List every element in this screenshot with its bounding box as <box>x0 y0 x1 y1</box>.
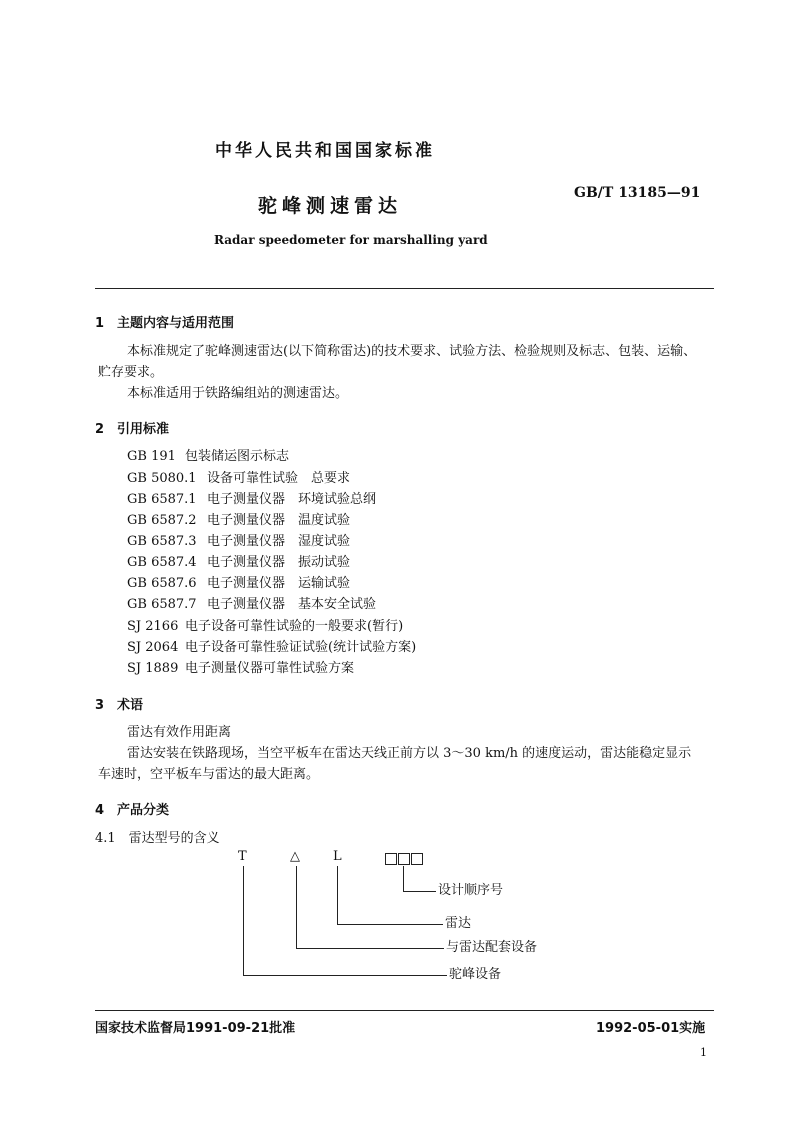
ref-code: GB 191 <box>127 449 176 464</box>
label-design-sequence: 设计顺序号 <box>438 883 504 898</box>
term-definition-line1: 雷达安装在铁路现场，当空平板车在雷达天线正前方以 3～30 km/h 的速度运动，雷达能稳定显示 <box>127 746 692 761</box>
ref-title: 电子测量仪器 温度试验 <box>207 513 351 528</box>
connector-horizontal-radar <box>337 924 443 925</box>
org-title: 中华人民共和国国家标准 <box>215 141 435 161</box>
doc-title-english: Radar speedometer for marshalling yard <box>214 233 488 247</box>
triangle-icon: △ <box>290 849 300 864</box>
connector-vertical-hump <box>243 866 244 976</box>
ref-title: 电子测量仪器 振动试验 <box>207 555 351 570</box>
ref-code: GB 5080.1 <box>127 471 197 486</box>
connector-vertical-radar <box>337 866 338 925</box>
label-radar: 雷达 <box>445 916 472 931</box>
ref-title: 电子设备可靠性试验的一般要求(暂行) <box>185 619 404 634</box>
ref-title: 电子设备可靠性验证试验(统计试验方案) <box>185 640 417 655</box>
connector-vertical-design <box>403 866 404 892</box>
symbol-t: T <box>238 849 247 864</box>
ref-code: SJ 2064 <box>127 640 179 655</box>
ref-title: 设备可靠性试验 总要求 <box>207 471 351 486</box>
connector-horizontal-supporting <box>296 948 444 949</box>
ref-title: 电子测量仪器 湿度试验 <box>207 534 351 549</box>
ref-code: GB 6587.4 <box>127 555 197 570</box>
ref-code: GB 6587.2 <box>127 513 197 528</box>
square-box-icon <box>385 853 397 865</box>
label-supporting-equipment: 与雷达配套设备 <box>446 940 538 955</box>
symbol-l: L <box>333 849 342 864</box>
connector-horizontal-hump <box>243 975 447 976</box>
label-hump-equipment: 驼峰设备 <box>449 967 502 982</box>
footer-rule <box>95 1010 714 1011</box>
square-box-icon <box>398 853 410 865</box>
approval-line: 国家技术监督局1991-09-21批准 <box>95 1021 296 1036</box>
ref-code: GB 6587.1 <box>127 492 197 507</box>
ref-title: 电子测量仪器可靠性试验方案 <box>185 661 355 676</box>
ref-code: GB 6587.3 <box>127 534 197 549</box>
square-box-icon <box>411 853 423 865</box>
ref-code: GB 6587.6 <box>127 576 197 591</box>
effective-date: 1992-05-01实施 <box>596 1021 706 1036</box>
section-1-heading: 1 主题内容与适用范围 <box>95 316 235 331</box>
section-4-heading: 4 产品分类 <box>95 803 170 818</box>
section-3-heading: 3 术语 <box>95 698 144 713</box>
doc-title: 驼峰测速雷达 <box>258 195 403 217</box>
ref-code: SJ 1889 <box>127 661 179 676</box>
subsection-4-1-heading: 4.1 雷达型号的含义 <box>95 831 220 846</box>
page-number: 1 <box>700 1046 707 1059</box>
ref-title: 电子测量仪器 基本安全试验 <box>207 597 377 612</box>
connector-horizontal-design <box>403 891 436 892</box>
ref-title: 包装储运图示标志 <box>185 449 290 464</box>
section-1-paragraph-line1: 本标准规定了驼峰测速雷达(以下简称雷达)的技术要求、试验方法、检验规则及标志、包装、运输、 <box>127 344 697 359</box>
section-2-heading: 2 引用标准 <box>95 422 170 437</box>
connector-vertical-supporting <box>296 866 297 949</box>
ref-title: 电子测量仪器 环境试验总纲 <box>207 492 377 507</box>
standard-number: GB/T 13185—91 <box>574 185 701 201</box>
section-1-paragraph-line2: 贮存要求。 <box>98 365 164 380</box>
ref-title: 电子测量仪器 运输试验 <box>207 576 351 591</box>
ref-code: SJ 2166 <box>127 619 179 634</box>
term-name: 雷达有效作用距离 <box>127 725 232 740</box>
term-definition-line2: 车速时，空平板车与雷达的最大距离。 <box>98 767 320 782</box>
ref-code: GB 6587.7 <box>127 597 197 612</box>
sequence-boxes <box>385 848 424 867</box>
section-1-scope: 本标准适用于铁路编组站的测速雷达。 <box>127 386 349 401</box>
